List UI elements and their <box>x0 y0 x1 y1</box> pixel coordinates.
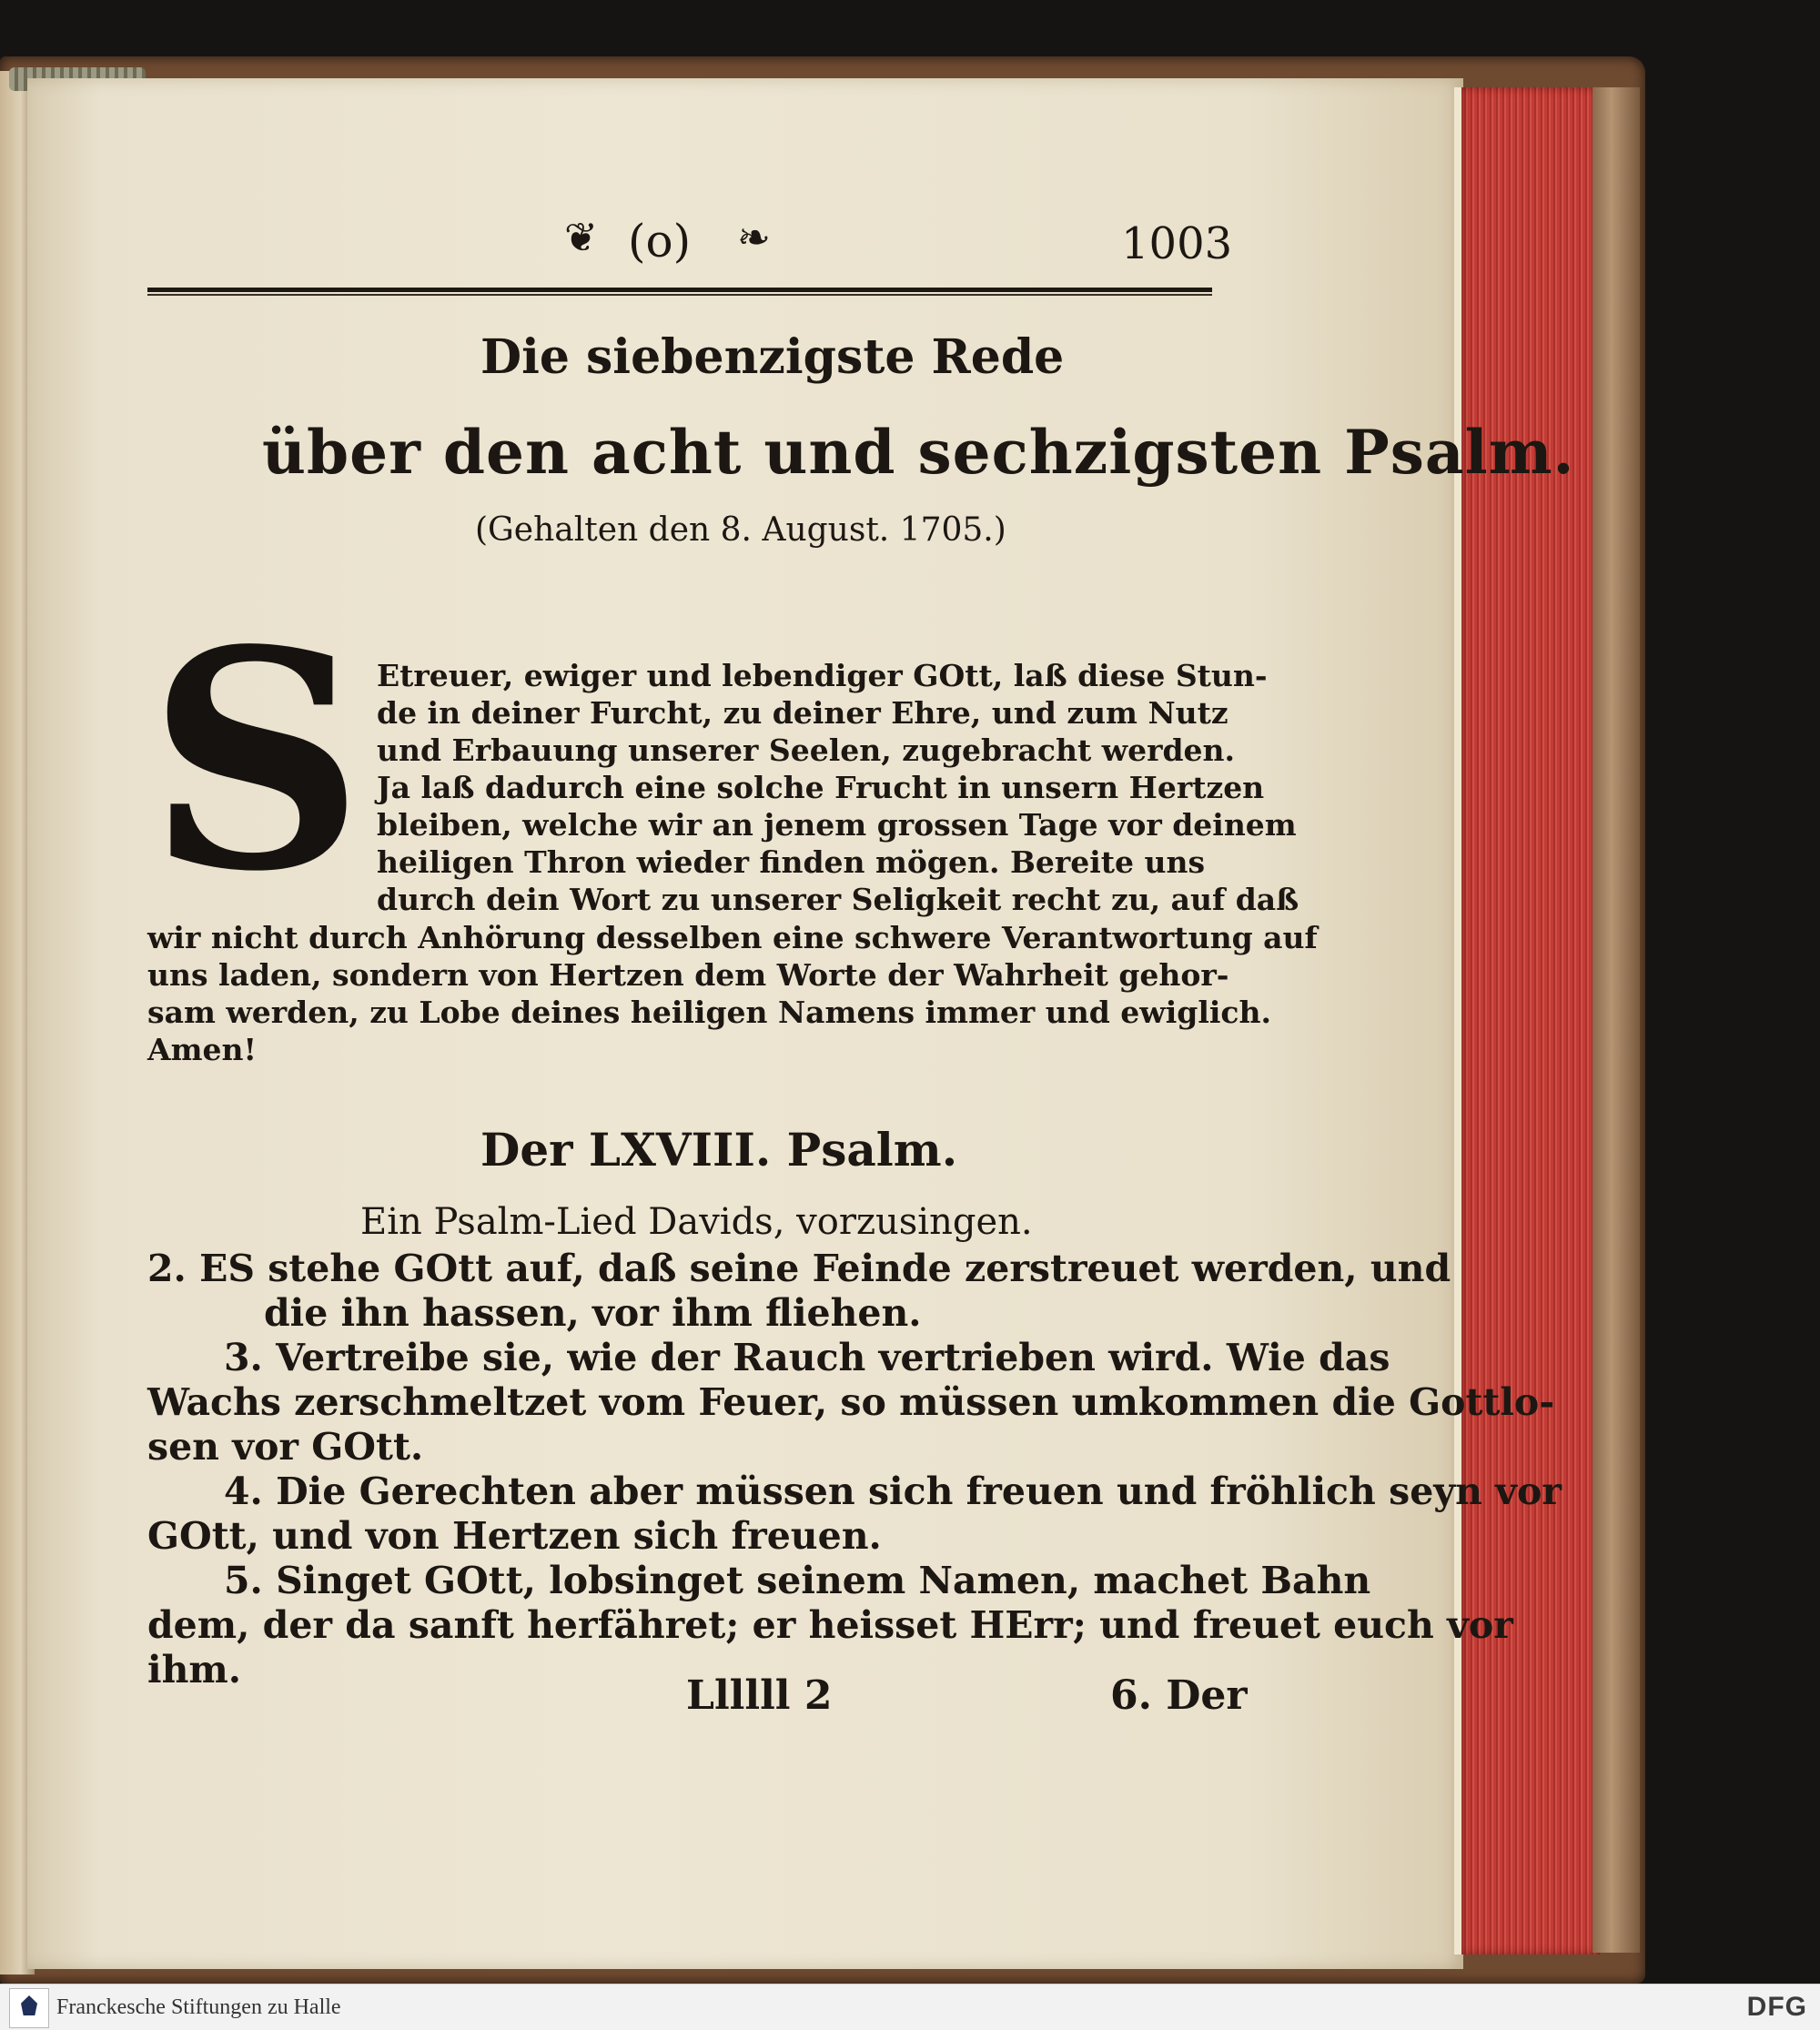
verse-line: sen vor GOtt. <box>147 1425 424 1469</box>
back-board <box>1592 87 1640 1953</box>
sermon-title: Die siebenzigste Rede <box>480 329 1065 385</box>
verse-line: GOtt, und von Hertzen sich freuen. <box>147 1514 882 1558</box>
prayer-line: Etreuer, ewiger und lebendiger GOtt, laß diese Stun- <box>377 658 1268 693</box>
prayer-line: Ja laß dadurch eine solche Frucht in unsern Hertzen <box>377 770 1265 805</box>
viewer-footer <box>0 1984 1820 2030</box>
institution-logo-icon[interactable] <box>9 1988 49 2028</box>
left-ornament-icon: ❦ <box>564 215 598 261</box>
verse-line: ihm. <box>147 1648 242 1692</box>
page-number: 1003 <box>1121 218 1233 269</box>
verse-line: dem, der da sanft herfähret; er heisset HErr; und freuet euch vor <box>147 1603 1513 1647</box>
sermon-date: (Gehalten den 8. August. 1705.) <box>475 511 1006 549</box>
decorated-initial: S <box>147 584 365 937</box>
institution-name[interactable]: Franckesche Stiftungen zu Halle <box>56 1995 341 2019</box>
verse-line: Wachs zerschmeltzet vom Feuer, so müssen umkommen die Gottlo- <box>147 1380 1555 1424</box>
right-ornament-icon: ❧ <box>737 215 771 261</box>
header-rule <box>147 288 1212 292</box>
psalm-heading: Der LXVIII. Psalm. <box>480 1123 958 1177</box>
verse-line: 3. Vertreibe sie, wie der Rauch vertrieben wird. Wie das <box>224 1336 1390 1379</box>
psalm-verses <box>147 1247 1562 1692</box>
prayer-line: und Erbauung unserer Seelen, zugebracht werden. <box>377 732 1236 768</box>
prayer-indented <box>377 657 1299 918</box>
prayer-line: wir nicht durch Anhörung desselben eine schwere Verantwortung auf <box>147 920 1318 955</box>
prayer-line: heiligen Thron wieder finden mögen. Bereite uns <box>377 844 1206 880</box>
verse-line: die ihn hassen, vor ihm fliehen. <box>264 1291 922 1335</box>
verse-line: 5. Singet GOtt, lobsinget seinem Namen, machet Bahn <box>224 1559 1371 1602</box>
prayer-line: uns laden, sondern von Hertzen dem Worte der Wahrheit gehor- <box>147 957 1229 993</box>
psalm-subheading: Ein Psalm-Lied Davids, vorzusingen. <box>360 1201 1033 1243</box>
catchword: 6. Der <box>1110 1672 1248 1719</box>
prayer-line: Amen! <box>147 1032 257 1067</box>
header-rule-thin <box>147 294 1212 296</box>
verse-line: 4. Die Gerechten aber müssen sich freuen und fröhlich seyn vor <box>224 1469 1562 1513</box>
prayer-line: sam werden, zu Lobe deines heiligen Namens immer und ewiglich. <box>147 995 1271 1030</box>
prayer-line: bleiben, welche wir an jenem grossen Tage vor deinem <box>377 807 1297 843</box>
sermon-subject: über den acht und sechzigsten Psalm. <box>262 417 1575 488</box>
prayer-line: durch dein Wort zu unserer Seligkeit recht zu, auf daß <box>377 882 1299 917</box>
signature-mark: Llllll 2 <box>686 1672 833 1719</box>
dfg-logo[interactable]: DFG <box>1746 1992 1807 2022</box>
prayer-full <box>147 919 1318 1068</box>
header-center: (o) <box>628 215 692 268</box>
verse-line: 2. ES stehe GOtt auf, daß seine Feinde zerstreuet werden, und <box>147 1247 1451 1290</box>
prayer-line: de in deiner Furcht, zu deiner Ehre, und zum Nutz <box>377 695 1228 731</box>
